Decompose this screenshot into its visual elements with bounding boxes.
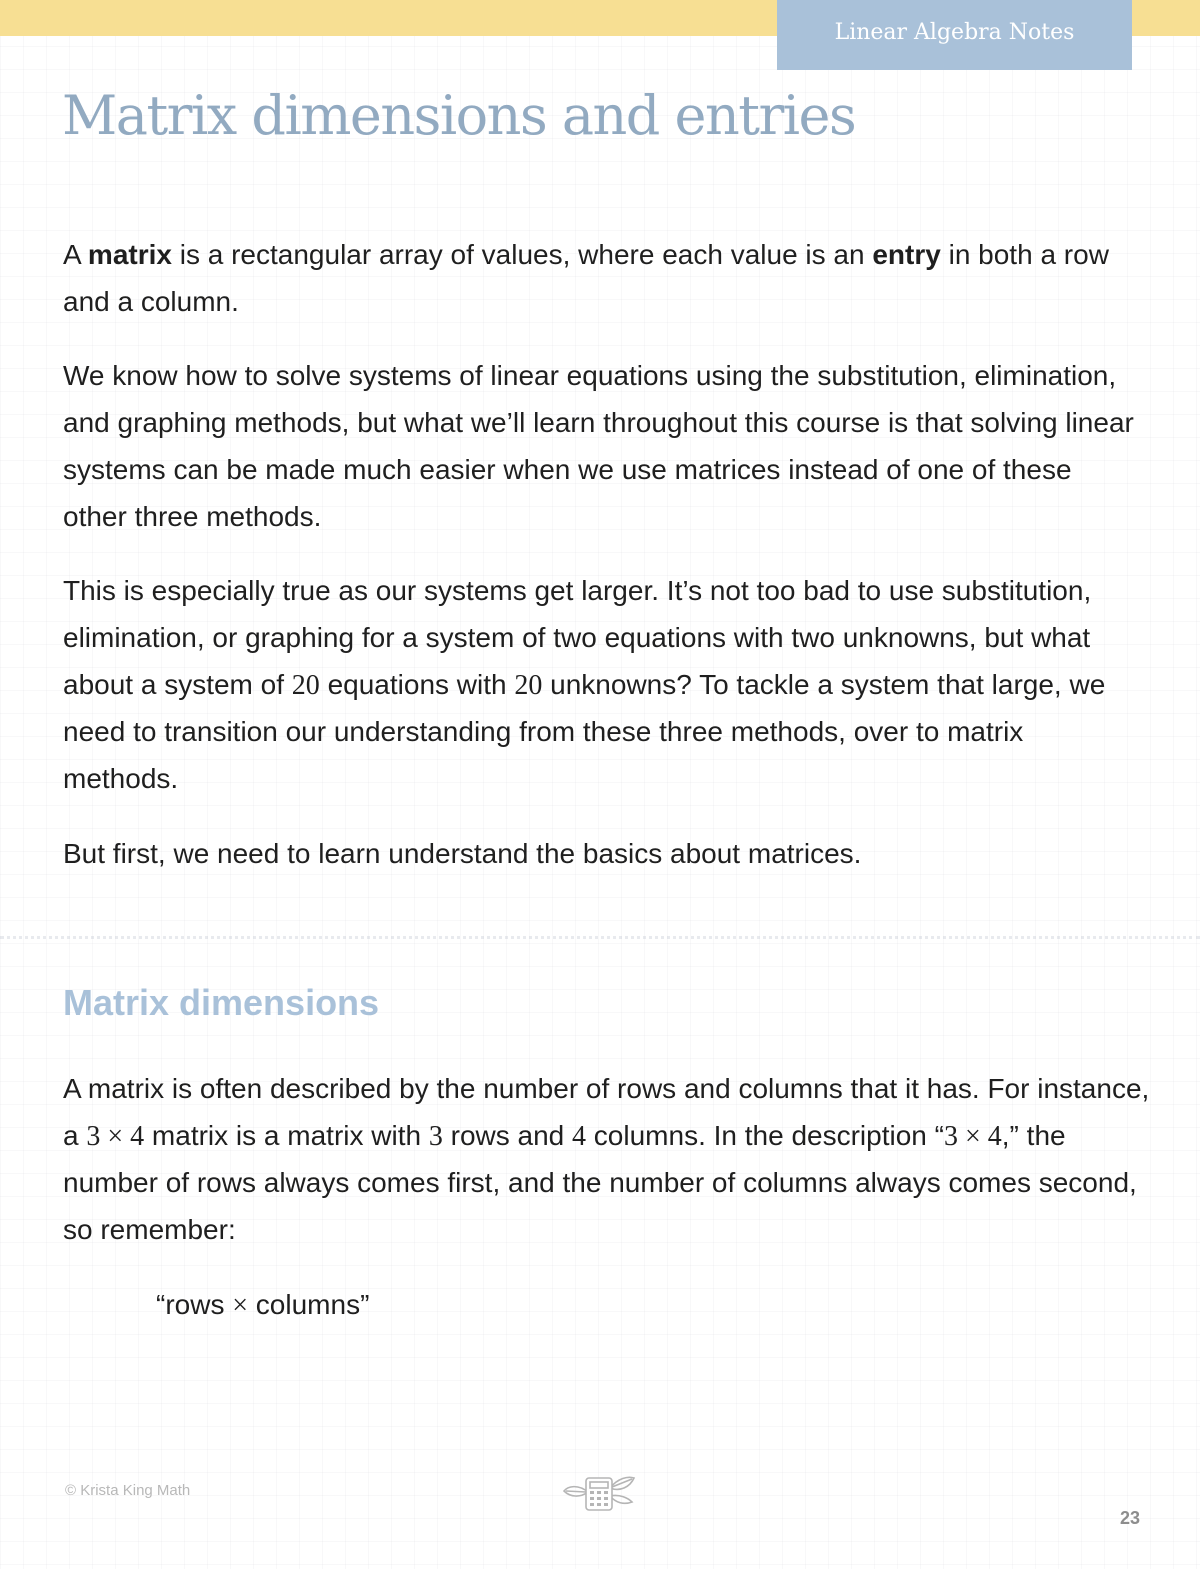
text-run: columns” bbox=[248, 1289, 370, 1320]
text-run: rows and bbox=[442, 1119, 573, 1151]
intro-text bbox=[63, 232, 1138, 905]
intro-paragraph-1 bbox=[63, 232, 1138, 325]
text-run: equations with bbox=[319, 668, 515, 700]
math-dimension: 3 × 4 bbox=[943, 1120, 1002, 1152]
term-entry: entry bbox=[872, 239, 941, 270]
times-symbol: × bbox=[232, 1290, 249, 1321]
section-text bbox=[63, 1066, 1153, 1254]
rows-columns-rule bbox=[156, 1282, 369, 1330]
page-title: Matrix dimensions and entries bbox=[62, 84, 856, 147]
text-run: unknowns? To tackle a system that large, we need to transition our understanding from these three methods, over to matrix methods. bbox=[63, 668, 1106, 795]
text-run: is a rectangular array of values, where each value is an bbox=[171, 239, 873, 270]
math-number: 3 bbox=[428, 1120, 443, 1152]
page-number: 23 bbox=[1119, 1508, 1140, 1528]
text-run: “rows bbox=[156, 1289, 233, 1320]
header-tab bbox=[777, 0, 1132, 70]
math-number: 4 bbox=[572, 1120, 587, 1152]
section-heading: Matrix dimensions bbox=[63, 982, 380, 1023]
footer-copyright: © Krista King Math bbox=[65, 1482, 191, 1499]
section-divider bbox=[0, 936, 1200, 939]
header-tab-label: Linear Algebra Notes bbox=[834, 19, 1075, 45]
text-run: in both a row and a column. bbox=[63, 239, 1109, 317]
text-run: ,” the number of rows always comes first, and the number of columns always comes second, so remember: bbox=[63, 1119, 1137, 1246]
math-number: 20 bbox=[291, 669, 320, 701]
intro-paragraph-4: But first, we need to learn understand the basics about matrices. bbox=[63, 837, 862, 869]
text-run: columns. In the description “ bbox=[586, 1119, 944, 1151]
text-run: matrix is a matrix with bbox=[144, 1119, 429, 1151]
text-run: A bbox=[63, 239, 88, 270]
text-run: This is especially true as our systems get larger. It’s not too bad to use substitution, elimination, or graphing for a system of two equations with two unknowns, but what about a system of bbox=[63, 575, 1092, 700]
calculator-leaves-icon bbox=[562, 1470, 636, 1512]
text-run: A matrix is often described by the number of rows and columns that it has. For instance, a bbox=[63, 1073, 1150, 1151]
term-matrix: matrix bbox=[87, 239, 172, 270]
math-number: 20 bbox=[514, 669, 543, 701]
section-paragraph-1 bbox=[63, 1066, 1153, 1254]
math-dimension: 3 × 4 bbox=[86, 1120, 145, 1152]
intro-paragraph-3 bbox=[63, 568, 1138, 803]
intro-paragraph-2: We know how to solve systems of linear equations using the substitution, elimination, and graphing methods, but what we’ll learn throughout this course is that solving linear systems can be made much easier when we use matrices instead of one of these other three methods. bbox=[63, 360, 1134, 532]
